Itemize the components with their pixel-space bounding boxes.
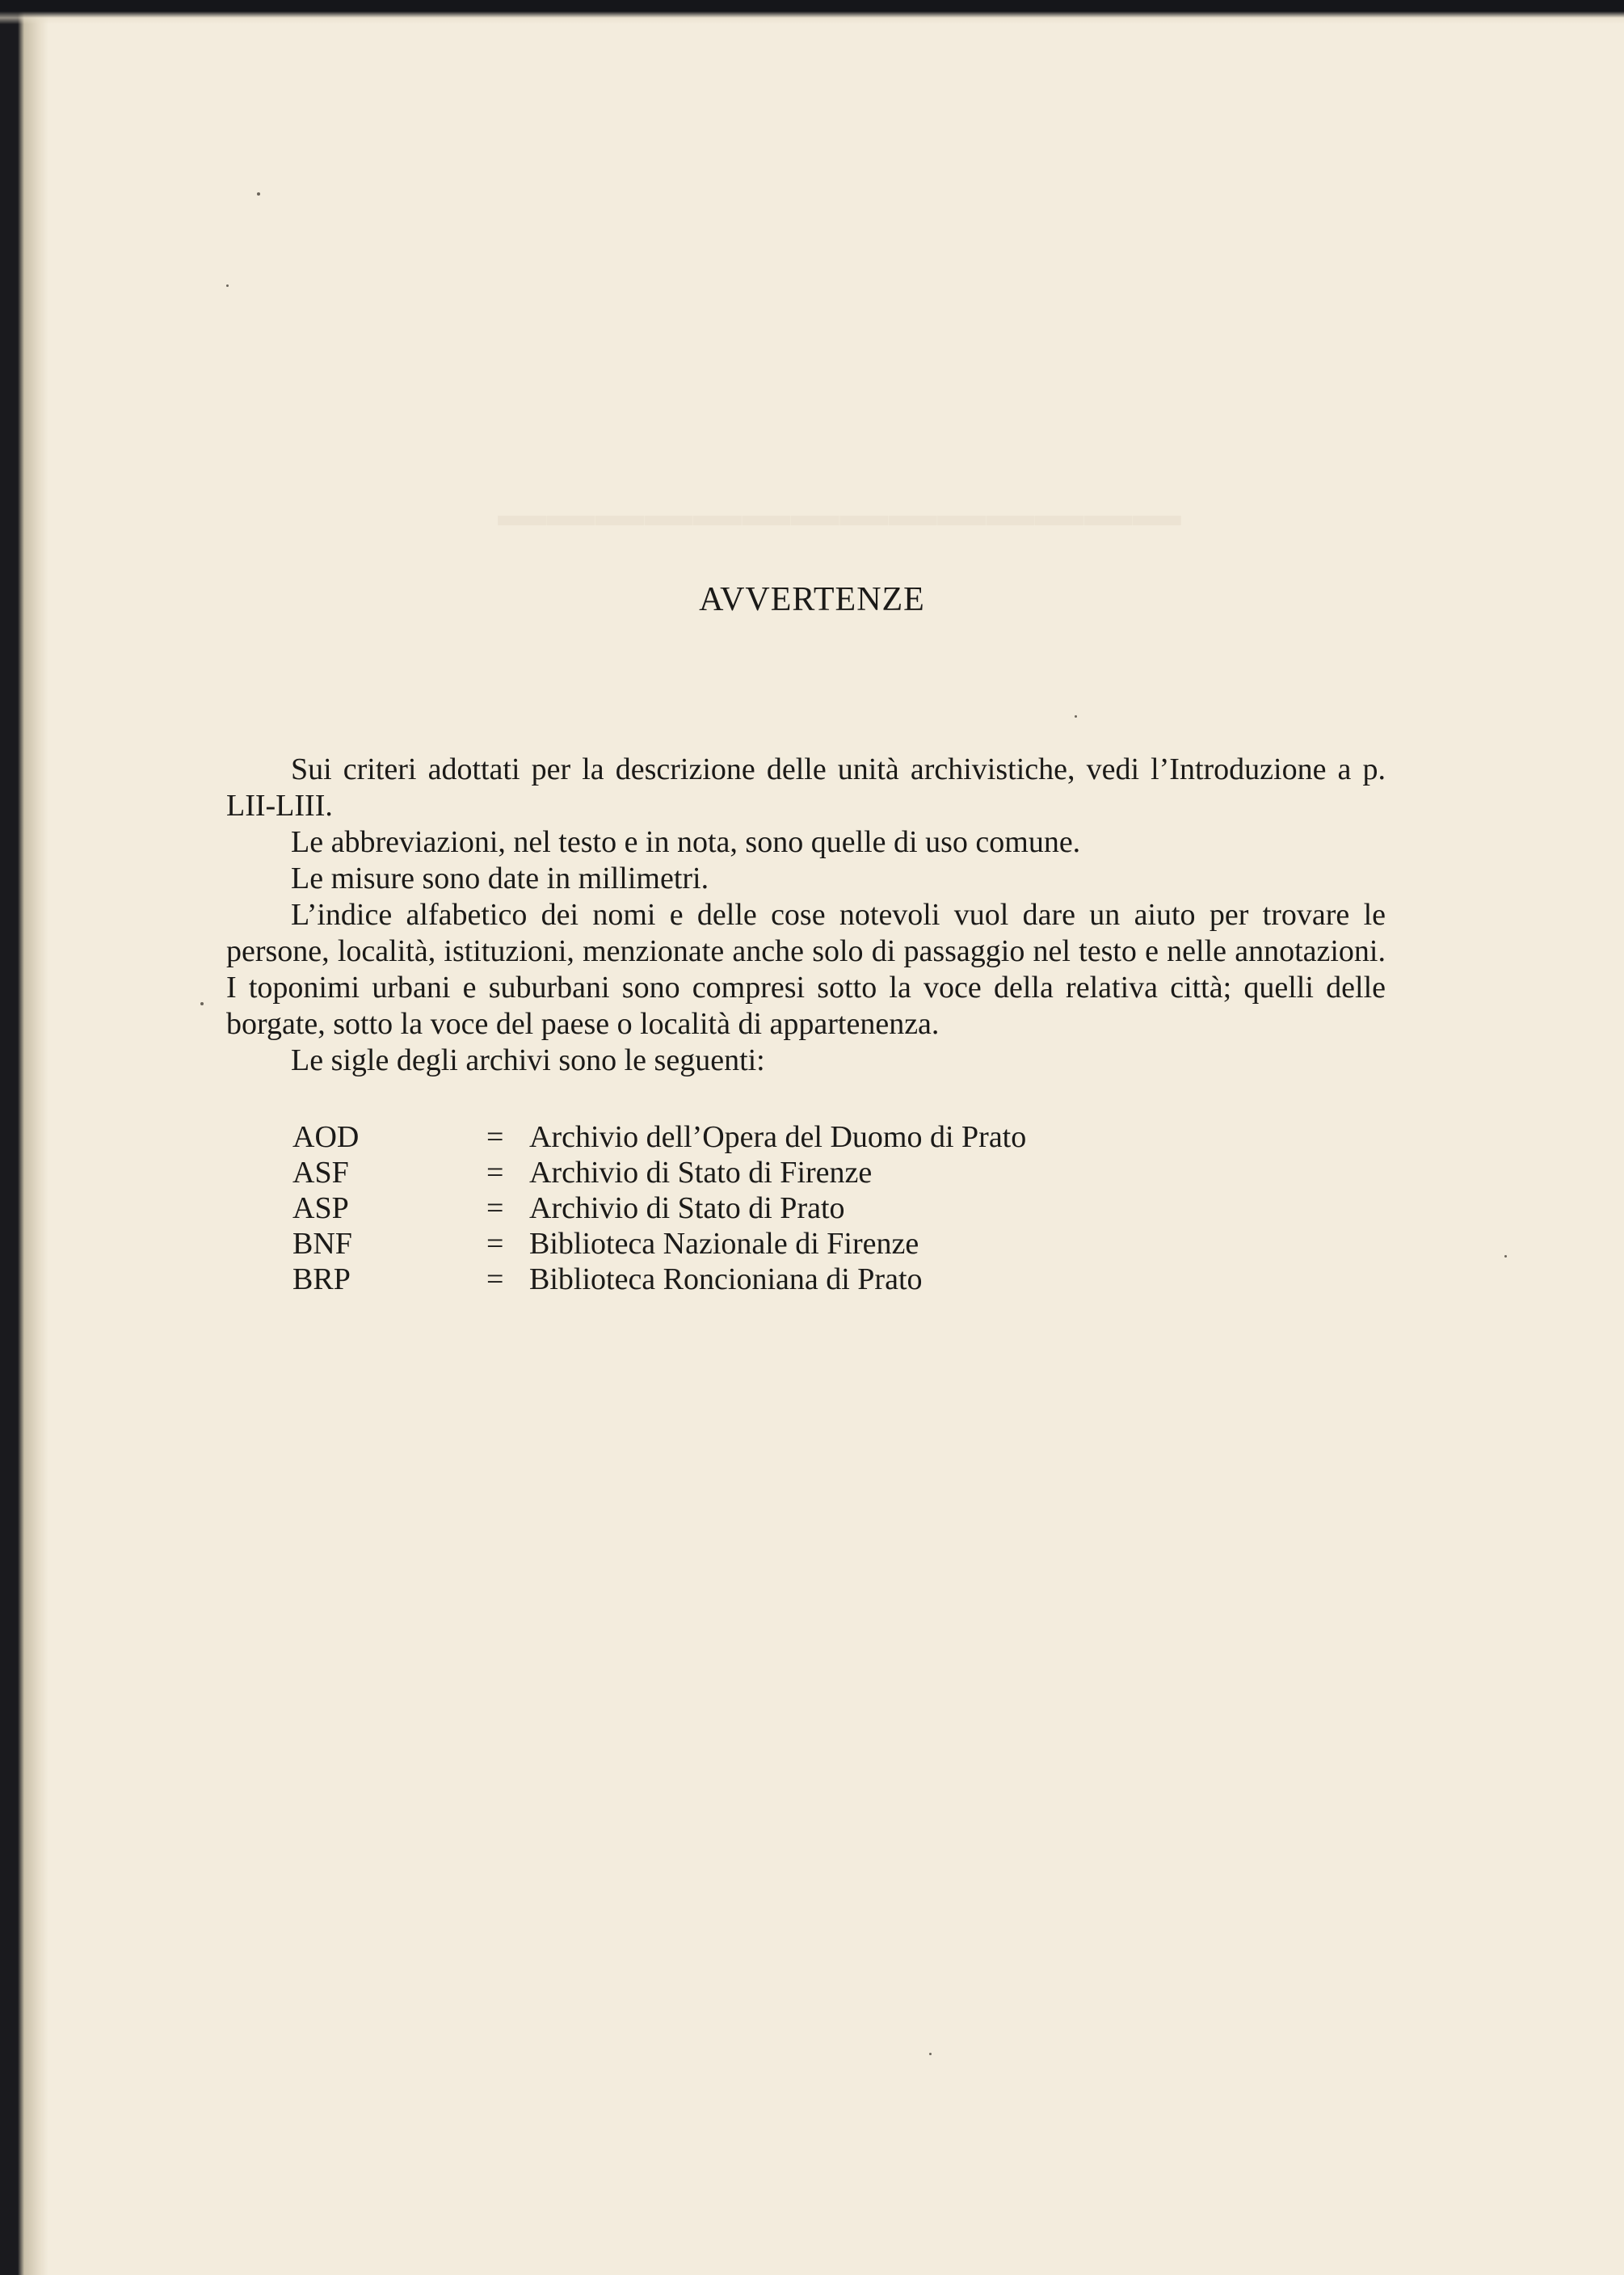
bleed-through-shadow: ▁▁▁▁▁▁▁▁▁▁▁▁▁▁ (498, 456, 1183, 524)
abbreviation-row (292, 1190, 1026, 1226)
abbreviation-equals: = (486, 1120, 504, 1154)
abbreviation-meaning: Archivio di Stato di Firenze (529, 1156, 873, 1190)
paragraph-sigle: Le sigle degli archivi sono le seguenti: (291, 1043, 765, 1077)
abbreviation-equals: = (486, 1156, 504, 1190)
abbreviation-row (292, 1155, 1026, 1190)
abbreviation-row (292, 1119, 1026, 1155)
paragraph-misure: Le misure sono date in millimetri. (291, 862, 709, 895)
paragraph-abbreviazioni: Le abbreviazioni, nel testo e in nota, sono quelle di uso comune. (291, 825, 1081, 859)
abbreviation-code: ASF (292, 1156, 349, 1190)
paper-speck (1075, 715, 1077, 718)
page-title: AVVERTENZE (699, 581, 925, 618)
abbreviation-row (292, 1226, 1026, 1262)
paper-speck (257, 192, 260, 196)
abbreviation-code: BRP (292, 1262, 351, 1296)
paragraph-indice: L’indice alfabetico dei nomi e delle cose notevoli vuol dare un aiuto per trovare le persone, località, istituzioni, menzionate anche solo di passaggio nel testo e nelle annotazioni. I toponimi urbani e suburbani sono compresi sotto la voce della relativa città; quelli delle borgate, sotto la voce del paese o località di appartenenza. (226, 898, 1386, 1041)
paper-speck (1504, 1255, 1507, 1258)
abbreviation-meaning: Biblioteca Roncioniana di Prato (529, 1262, 923, 1296)
abbreviation-row (292, 1262, 1026, 1297)
abbreviation-equals: = (486, 1191, 504, 1225)
abbreviation-meaning: Archivio dell’Opera del Duomo di Prato (529, 1120, 1027, 1154)
paragraph-criteri: Sui criteri adottati per la descrizione delle unità archivistiche, vedi l’Introduzione a p. LII-LIII. (226, 752, 1386, 823)
abbreviation-meaning: Biblioteca Nazionale di Firenze (529, 1227, 919, 1261)
book-spine-shadow (0, 0, 48, 2275)
paper-speck (226, 284, 229, 287)
abbreviation-equals: = (486, 1227, 504, 1261)
abbreviation-meaning: Archivio di Stato di Prato (529, 1191, 845, 1225)
abbreviation-code: BNF (292, 1227, 352, 1261)
paper-speck (929, 2053, 932, 2055)
abbreviation-equals: = (486, 1262, 504, 1296)
paper-speck (200, 1002, 204, 1005)
abbreviations-table (292, 1119, 1026, 1297)
abbreviation-code: ASP (292, 1191, 349, 1225)
body-text (226, 752, 1386, 1079)
top-edge-shadow (0, 0, 1624, 24)
abbreviation-code: AOD (292, 1120, 360, 1154)
